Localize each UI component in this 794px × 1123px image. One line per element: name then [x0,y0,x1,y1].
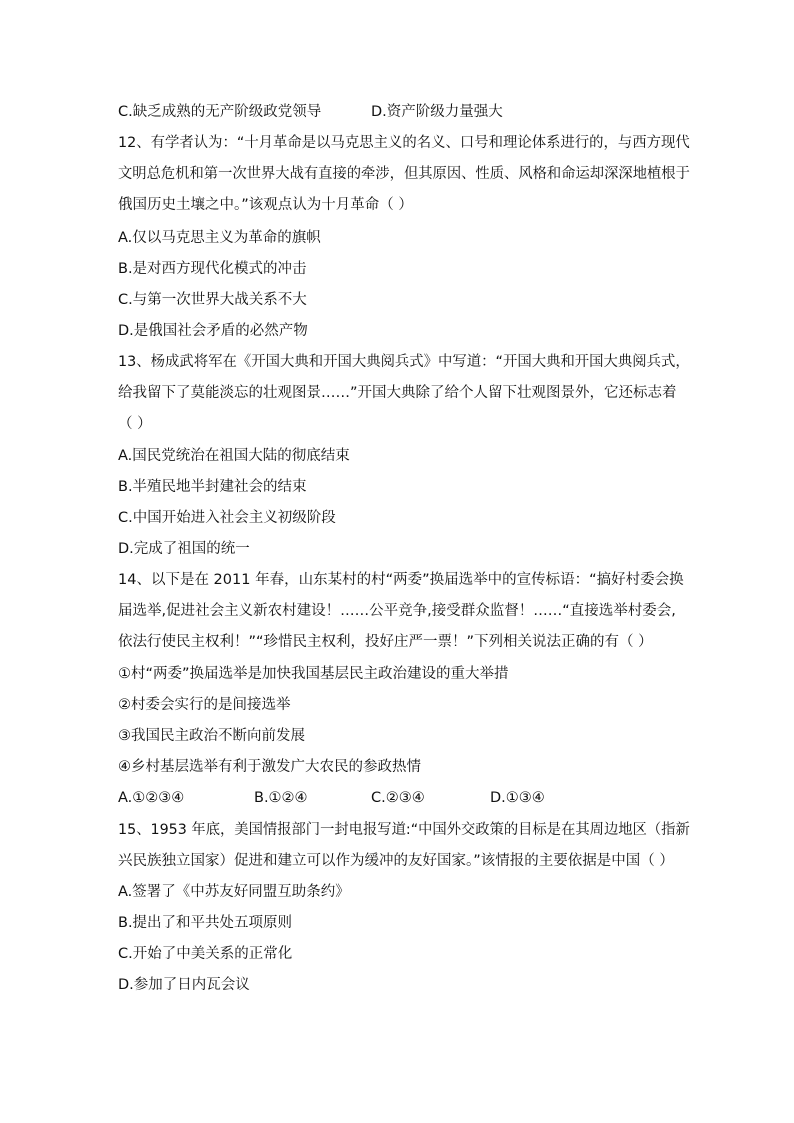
q14-statement-1: ①村“两委”换届选举是加快我国基层民主政治建设的重大举措 [118,666,509,682]
q15-option-c: C.开始了中美关系的正常化 [118,946,293,962]
q13-option-a: A.国民党统治在祖国大陆的彻底结束 [118,448,350,464]
q12-option-b: B.是对西方现代化模式的冲击 [118,261,307,277]
q14-statement-2: ②村委会实行的是间接选举 [118,697,291,713]
q14-stem-line-2: 届选举,促进社会主义新农村建设！……公平竞争,接受群众监督！……“直接选举村委会, [118,603,676,619]
q12-option-c: C.与第一次世界大战关系不大 [118,292,307,308]
q14-statement-3: ③我国民主政治不断向前发展 [118,728,305,744]
q13-stem-line-1: 13、杨成武将军在《开国大典和开国大典阅兵式》中写道：“开国大典和开国大典阅兵式， [118,354,690,370]
q11-option-d: D.资产阶级力量强大 [371,104,503,120]
q12-option-d: D.是俄国社会矛盾的必然产物 [118,323,308,339]
q13-option-c: C.中国开始进入社会主义初级阶段 [118,510,336,526]
q15-option-d: D.参加了日内瓦会议 [118,977,250,993]
q14-option-b: B.①②④ [254,790,308,806]
q12-stem-line-3: 俄国历史土壤之中。”该观点认为十月革命（ ） [118,197,413,213]
q11-option-c: C.缺乏成熟的无产阶级政党领导 [118,104,322,120]
q13-option-d: D.完成了祖国的统一 [118,541,250,557]
q14-stem-line-3: 依法行使民主权利！”“珍惜民主权利，投好庄严一票！”下列相关说法正确的有（ ） [118,634,653,650]
q12-stem-line-1: 12、有学者认为：“十月革命是以马克思主义的名义、口号和理论体系进行的，与西方现代 [118,135,690,151]
q14-option-c: C.②③④ [371,790,425,806]
q15-option-a: A.签署了《中苏友好同盟互助条约》 [118,884,350,900]
q15-stem-line-2: 兴民族独立国家）促进和建立可以作为缓冲的友好国家。”该情报的主要依据是中国（ ） [118,853,674,869]
q14-statement-4: ④乡村基层选举有利于激发广大农民的参政热情 [118,759,421,775]
q12-option-a: A.仅以马克思主义为革命的旗帜 [118,230,321,246]
q14-stem-line-1: 14、以下是在 2011 年春，山东某村的村“两委”换届选举中的宣传标语：“搞好村委会换 [118,572,684,588]
q13-stem-line-2: 给我留下了莫能淡忘的壮观图景……”开国大典除了给个人留下壮观图景外，它还标志着 [118,385,677,401]
q12-stem-line-2: 文明总危机和第一次世界大战有直接的牵涉，但其原因、性质、风格和命运却深深地植根于 [118,166,690,182]
q13-stem-line-3: （ ） [118,416,152,432]
q14-option-a: A.①②③④ [118,790,185,806]
q14-option-d: D.①③④ [490,790,545,806]
q15-stem-line-1: 15、1953 年底，美国情报部门一封电报写道:“中国外交政策的目标是在其周边地区（指新 [118,822,690,838]
q13-option-b: B.半殖民地半封建社会的结束 [118,479,307,495]
q15-option-b: B.提出了和平共处五项原则 [118,915,293,931]
